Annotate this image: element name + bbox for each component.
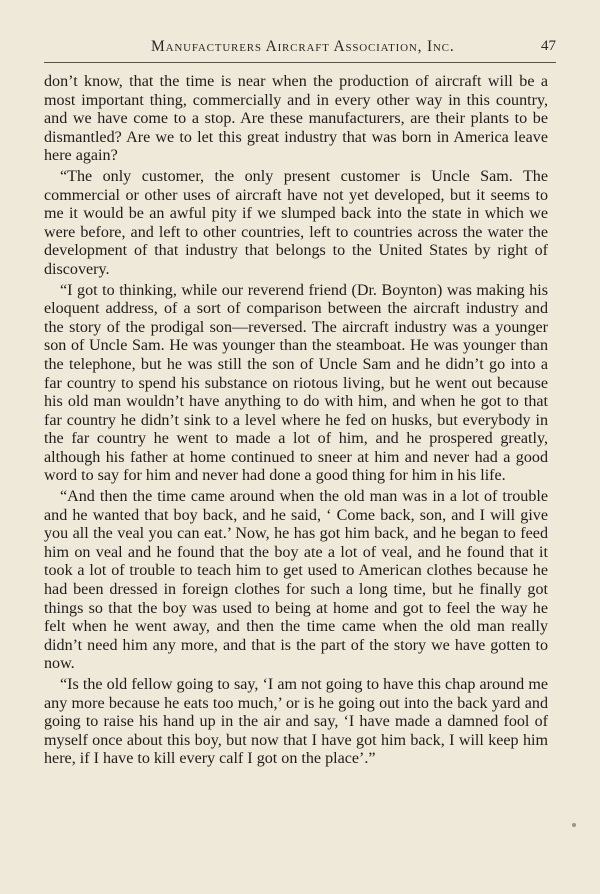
paragraph: “I got to thinking, while our reverend friend (Dr. Boynton) was making his eloquent address, of a sort of comparison between the aircraft industry and the story of the prodigal son—reversed. The aircraft industry was a younger son of Uncle Sam. He was younger than the steamboat. He was younger than the telephone, but he was still the son of Uncle Sam and he didn’t go into a far country to spend his substance on riotous living, but he went out because his old man wouldn’t have anything to do with him, and when he got to that far country he didn’t sink to a level where he fed on husks, but everybody in the far country he went to made a lot of him, and he prospered greatly, although his father at home continued to sneer at him and never had a good word to say for him and never had done a good thing for him in his life. (44, 281, 548, 485)
paragraph: “The only customer, the only present customer is Uncle Sam. The commercial or other uses of aircraft have not yet developed, but it seems to me it would be an awful pity if we slumped back into the state in which we were before, and left to other countries, left to countries across the water the development of that industry that belongs to the United States by right of discovery. (44, 167, 548, 278)
paragraph: “And then the time came around when the old man was in a lot of trouble and he wanted that boy back, and he said, ‘ Come back, son, and I will give you all the veal you can eat.’ Now, he has got him back, and he began to feed him on veal and he found that the boy ate a lot of veal, and he found that it took a lot of trouble to teach him to get used to American clothes because he had been dressed in foreign clothes for such a long time, but he finally got things so that the boy was used to being at home and got to feel the way he felt when he went away, and then the time came when the old man really didn’t need him any more, and that is the part of the story we have gotten to now. (44, 488, 548, 673)
body-text (44, 73, 548, 771)
paper-speck (572, 823, 576, 827)
page-number: 47 (541, 38, 556, 54)
running-head (46, 38, 556, 60)
running-title: Manufacturers Aircraft Association, Inc. (151, 38, 455, 55)
paragraph: “Is the old fellow going to say, ‘I am not going to have this chap around me any more because he eats too much,’ or is he going out into the back yard and going to raise his hand up in the air and say, ‘I have made a damned fool of myself once about this boy, but now that I have got him back, I will keep him here, if I have to kill every calf I got on the place’.” (44, 676, 548, 768)
header-rule (44, 62, 556, 63)
paragraph-continued: don’t know, that the time is near when the production of aircraft will be a most important thing, commercially and in every other way in this country, and we have come to a stop. Are these manufacturers, are their plants to be dismantled? Are we to let this great industry that was born in America leave here again? (44, 73, 548, 165)
